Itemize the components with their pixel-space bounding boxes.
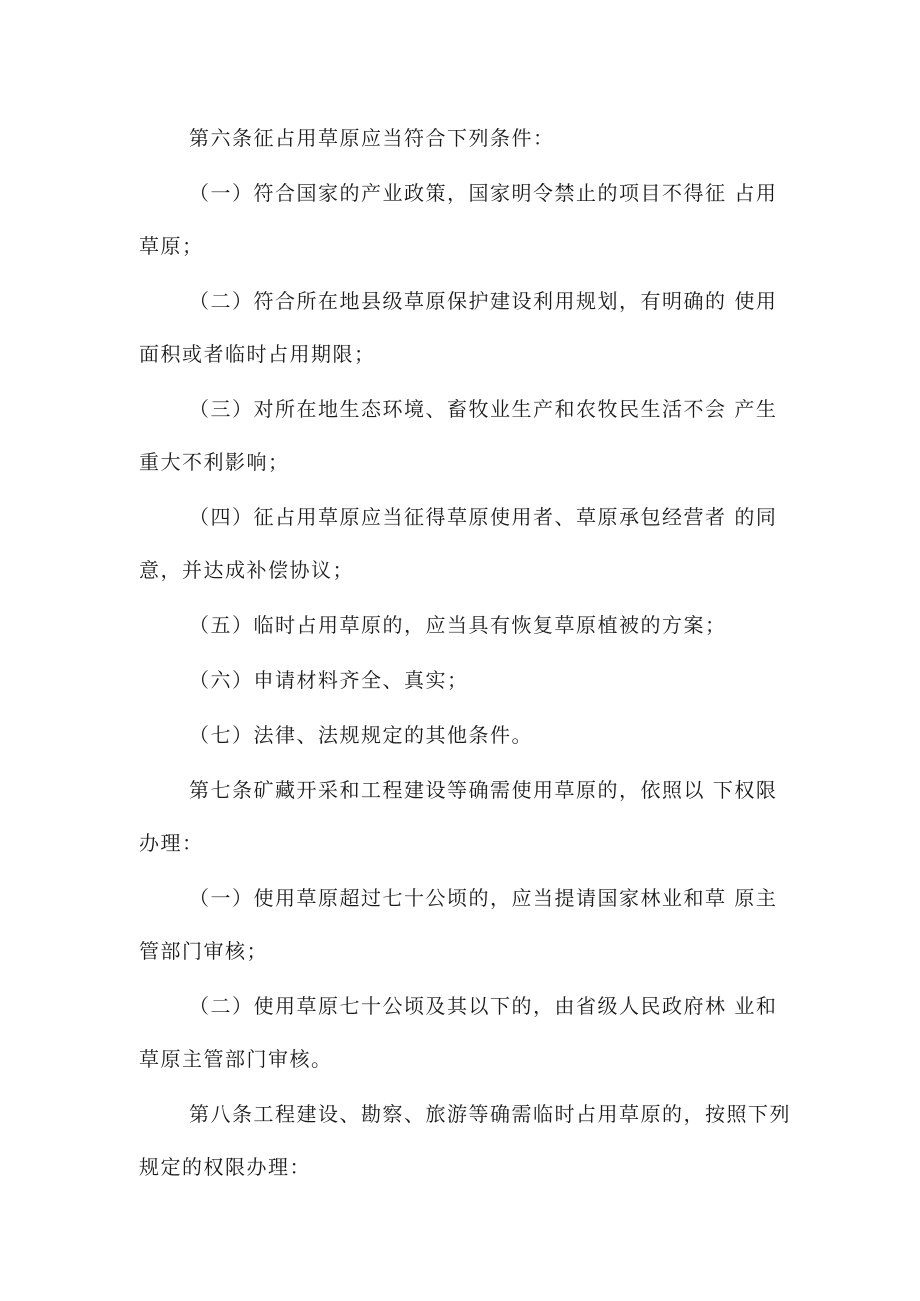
article-6-item-1 <box>139 167 789 273</box>
paragraph-line: 意，并达成补偿协议； <box>139 558 354 582</box>
paragraph-line: 第八条工程建设、勘察、旅游等确需临时占用草原的，按照下列 <box>189 1102 791 1126</box>
paragraph-line: （二）使用草原七十公顷及其以下的，由省级人民政府林 业和 <box>189 994 778 1018</box>
article-6-item-4 <box>139 491 789 597</box>
article-6-item-6 <box>139 654 789 707</box>
paragraph-line: 面积或者临时占用期限； <box>139 342 376 366</box>
paragraph-line: （二）符合所在地县级草原保护建设利用规划，有明确的 使用 <box>189 289 778 313</box>
paragraph-line: 规定的权限办理： <box>139 1155 311 1179</box>
paragraph-line: 第六条征占用草原应当符合下列条件： <box>189 126 555 150</box>
article-6-heading <box>139 112 789 165</box>
article-7-item-2 <box>139 980 789 1086</box>
paragraph-line: （一）使用草原超过七十公顷的，应当提请国家林业和草 原主 <box>189 886 778 910</box>
article-7-heading <box>139 764 789 870</box>
paragraph-line: 办理： <box>139 831 204 855</box>
article-6-item-5 <box>139 599 789 652</box>
paragraph-line: （七）法律、法规规定的其他条件。 <box>189 723 533 747</box>
article-6-item-3 <box>139 383 789 489</box>
article-8-heading <box>139 1088 789 1194</box>
paragraph-line: （三）对所在地生态环境、畜牧业生产和农牧民生活不会 产生 <box>189 397 778 421</box>
paragraph-line: （六）申请材料齐全、真实； <box>189 668 469 692</box>
paragraph-line: 管部门审核； <box>139 939 268 963</box>
paragraph-line: 第七条矿藏开采和工程建设等确需使用草原的，依照以 下权限 <box>189 778 778 802</box>
article-6-item-2 <box>139 275 789 381</box>
paragraph-line: 重大不利影响； <box>139 450 290 474</box>
paragraph-line: （一）符合国家的产业政策，国家明令禁止的项目不得征 占用 <box>189 181 778 205</box>
paragraph-line: （五）临时占用草原的，应当具有恢复草原植被的方案； <box>189 613 727 637</box>
article-6-item-7 <box>139 709 789 762</box>
paragraph-line: 草原主管部门审核。 <box>139 1047 333 1071</box>
paragraph-line: 草原； <box>139 234 204 258</box>
paragraph-line: （四）征占用草原应当征得草原使用者、草原承包经营者 的同 <box>189 505 778 529</box>
document-page <box>139 112 789 1196</box>
article-7-item-1 <box>139 872 789 978</box>
